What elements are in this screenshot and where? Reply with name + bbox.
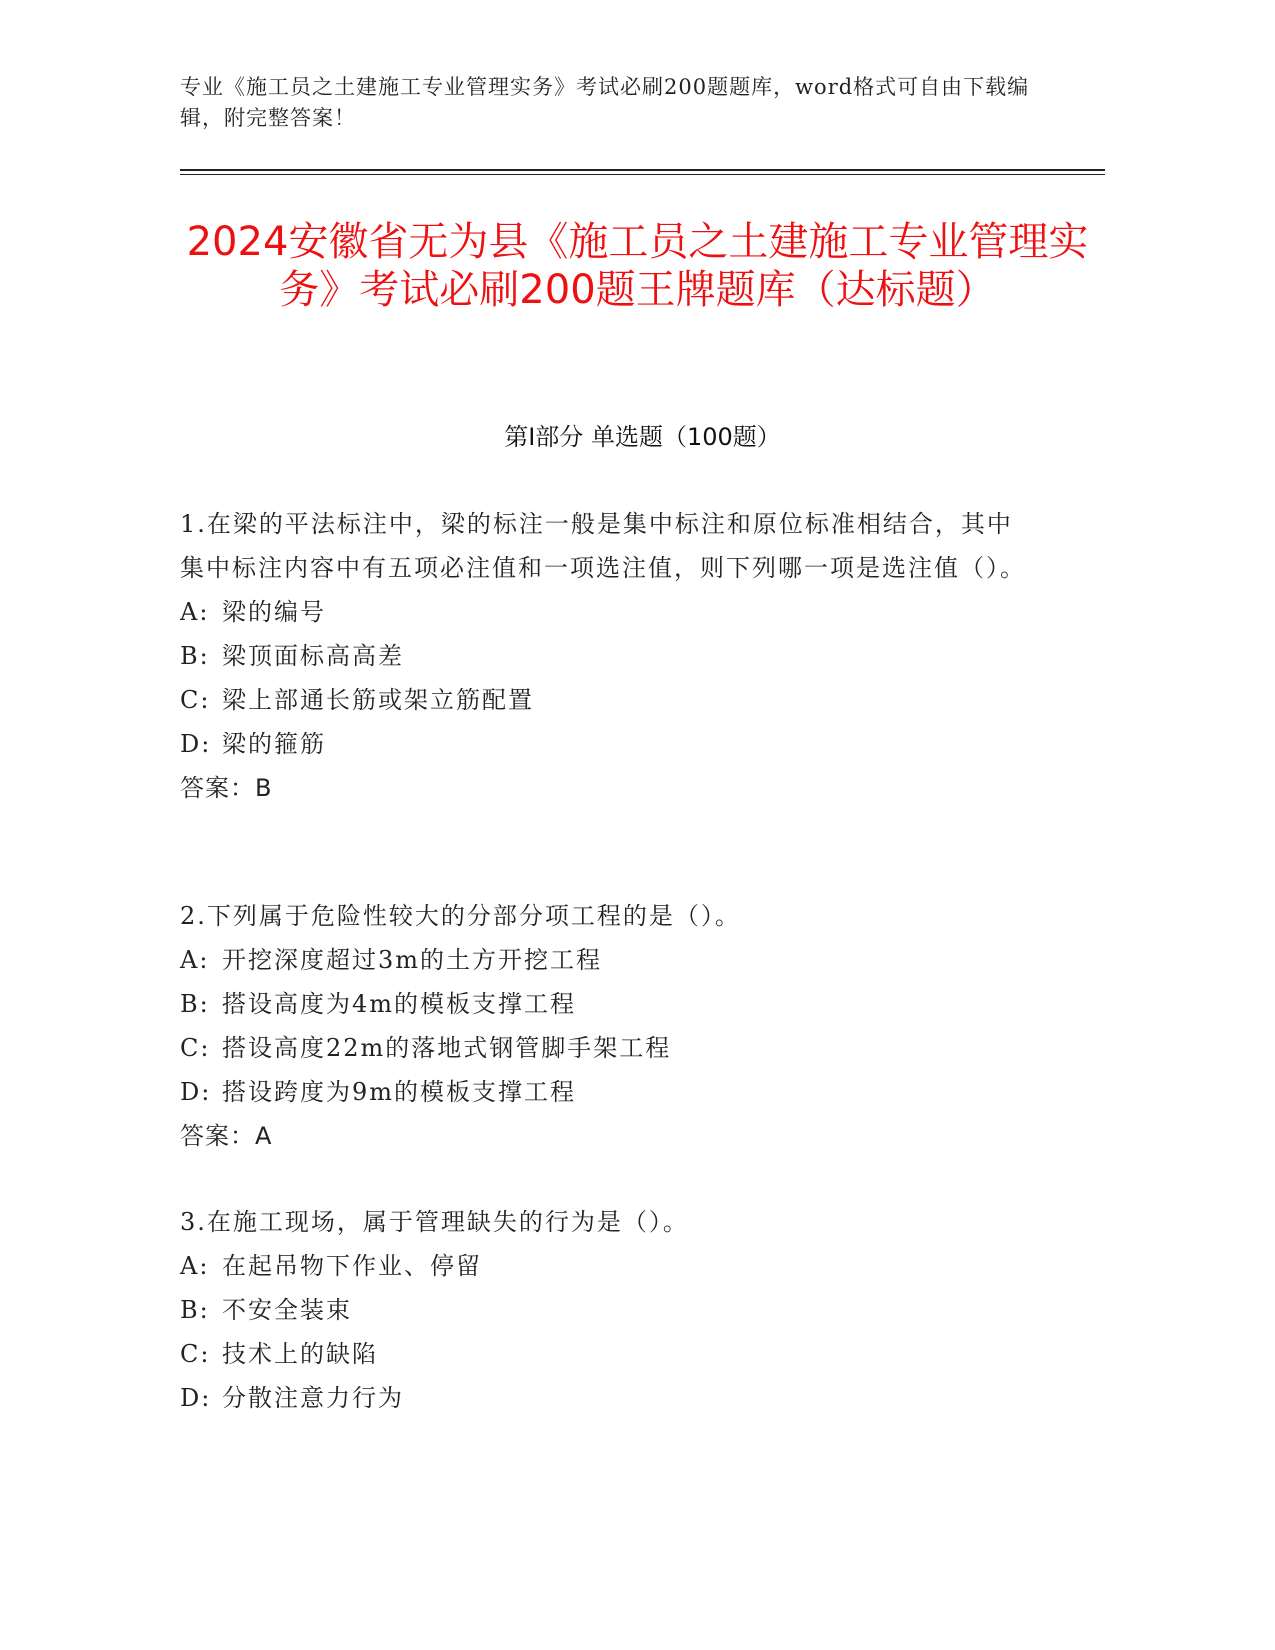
document-title: 2024安徽省无为县《施工员之土建施工专业管理实务》考试必刷200题王牌题库（达标题）: [186, 219, 1089, 313]
option-b: [180, 982, 1030, 1026]
option-letter: D:: [180, 1078, 212, 1106]
option-letter: C:: [180, 1340, 211, 1368]
option-letter: D:: [180, 1384, 212, 1412]
option-letter: B:: [180, 642, 210, 670]
option-letter: A:: [180, 946, 210, 974]
option-letter: B:: [180, 990, 210, 1018]
option-d: [180, 1070, 1030, 1114]
question-stem: 1.在梁的平法标注中，梁的标注一般是集中标注和原位标准相结合，其中集中标注内容中有五项必注值和一项选注值，则下列哪一项是选注值（）。: [180, 510, 1026, 582]
option-b: [180, 634, 1030, 678]
answer-line: 答案：B: [180, 774, 273, 802]
option-b: [180, 1288, 1030, 1332]
option-text: 开挖深度超过3m的土方开挖工程: [222, 946, 603, 974]
question-3: [180, 1200, 1030, 1420]
option-d: [180, 722, 1030, 766]
option-text: 梁的编号: [222, 598, 326, 626]
option-letter: B:: [180, 1296, 210, 1324]
option-text: 不安全装束: [222, 1296, 352, 1324]
header-divider-thin: [180, 174, 1105, 175]
option-text: 分散注意力行为: [222, 1384, 404, 1412]
section-heading: 第Ⅰ部分 单选题（100题）: [504, 423, 781, 451]
option-a: [180, 1244, 1030, 1288]
option-text: 梁上部通长筋或架立筋配置: [222, 686, 534, 714]
header-divider: [180, 169, 1105, 171]
option-text: 技术上的缺陷: [222, 1340, 378, 1368]
option-d: [180, 1376, 1030, 1420]
option-a: [180, 590, 1030, 634]
option-c: [180, 678, 1030, 722]
option-c: [180, 1332, 1030, 1376]
option-text: 搭设跨度为9m的模板支撑工程: [222, 1078, 577, 1106]
option-text: 搭设高度22m的落地式钢管脚手架工程: [222, 1034, 672, 1062]
option-text: 搭设高度为4m的模板支撑工程: [222, 990, 577, 1018]
header-note: 专业《施工员之土建施工专业管理实务》考试必刷200题题库，word格式可自由下载编辑，附完整答案！: [180, 75, 1030, 130]
option-letter: A:: [180, 1252, 210, 1280]
question-stem: 3.在施工现场，属于管理缺失的行为是（）。: [180, 1208, 689, 1236]
option-letter: C:: [180, 686, 211, 714]
question-2: [180, 894, 1030, 1158]
option-text: 梁的箍筋: [222, 730, 326, 758]
option-letter: D:: [180, 730, 212, 758]
option-letter: A:: [180, 598, 210, 626]
question-1: [180, 502, 1030, 810]
option-c: [180, 1026, 1030, 1070]
option-text: 梁顶面标高高差: [222, 642, 404, 670]
option-a: [180, 938, 1030, 982]
option-text: 在起吊物下作业、停留: [222, 1252, 482, 1280]
question-stem: 2.下列属于危险性较大的分部分项工程的是（）。: [180, 902, 741, 930]
option-letter: C:: [180, 1034, 211, 1062]
answer-line: 答案：A: [180, 1122, 273, 1150]
